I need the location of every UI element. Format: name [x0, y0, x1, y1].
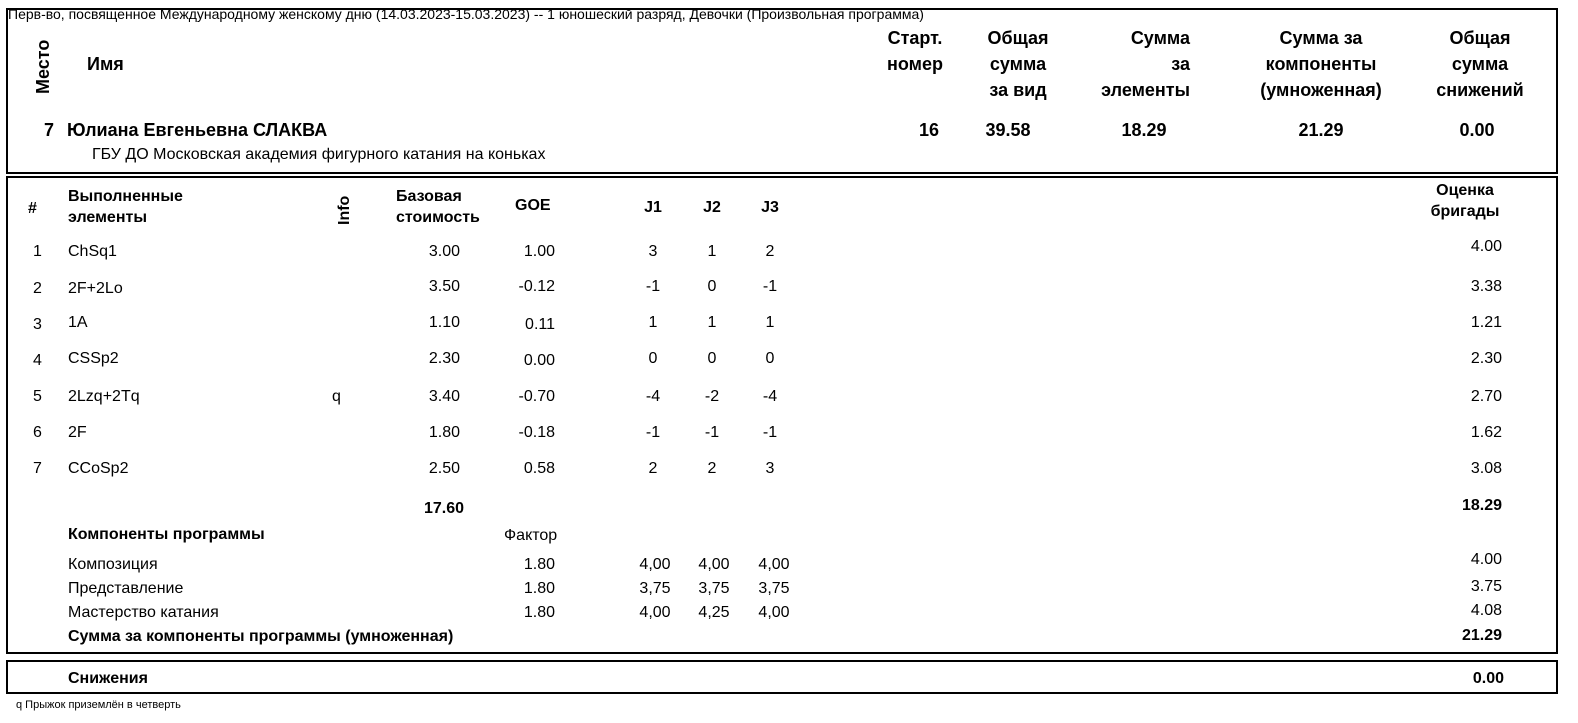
j1-value: 1	[648, 314, 658, 331]
elements-score-value: 18.29	[1121, 120, 1167, 140]
panel-score-header: Оценка бригады	[1430, 182, 1500, 220]
component-name: Композиция	[68, 556, 158, 573]
j2-value: -1	[704, 424, 720, 441]
j1-value: -4	[645, 388, 661, 405]
component-factor: 1.80	[523, 556, 555, 573]
j2-value: 4,00	[698, 556, 730, 573]
j2-value: 2	[707, 460, 717, 477]
info-header: Info	[336, 195, 353, 225]
j3-value: 0	[765, 350, 775, 367]
row-num: 4	[33, 352, 42, 369]
component-factor: 1.80	[523, 580, 555, 597]
j1-value: 3,75	[639, 580, 671, 597]
j1-value: 0	[648, 350, 658, 367]
row-num: 2	[33, 280, 42, 297]
j2-value: 4,25	[698, 604, 730, 621]
start-number-value: 16	[918, 120, 940, 140]
j2-value: -2	[704, 388, 720, 405]
components-score-value: 21.29	[1298, 120, 1344, 140]
club-name: ГБУ ДО Московская академия фигурного катания на коньках	[92, 146, 546, 163]
element-code: CCoSp2	[68, 460, 129, 477]
j1-header: J1	[644, 199, 662, 216]
j3-value: -1	[762, 424, 778, 441]
start-number-header: Старт. номер	[887, 28, 943, 74]
base-value-total: 17.60	[423, 500, 464, 517]
panel-score: 4.00	[1470, 238, 1502, 255]
base-value: 1.10	[428, 314, 460, 331]
j3-value: -4	[762, 388, 778, 405]
component-factor: 1.80	[523, 604, 555, 621]
panel-score: 2.30	[1470, 350, 1502, 367]
j1-value: -1	[645, 424, 661, 441]
footnote: q Прыжок приземлён в четверть	[16, 699, 181, 711]
panel-score: 3.08	[1470, 460, 1502, 477]
row-num: 6	[33, 424, 42, 441]
elements-score-header: Сумма за элементы	[1101, 28, 1190, 100]
row-num: 3	[33, 316, 42, 333]
deductions-header: Общая сумма снижений	[1436, 28, 1524, 100]
component-score: 4.08	[1470, 602, 1502, 619]
j3-value: -1	[762, 278, 778, 295]
j1-value: 3	[648, 243, 658, 260]
component-score: 3.75	[1470, 578, 1502, 595]
j1-value: -1	[645, 278, 661, 295]
j3-header: J3	[761, 199, 779, 216]
place-value: 7	[44, 120, 55, 140]
goe-value: -0.18	[518, 424, 555, 441]
base-value: 3.50	[428, 278, 460, 295]
element-info: q	[332, 388, 341, 405]
j2-value: 3,75	[698, 580, 730, 597]
j3-value: 1	[765, 314, 775, 331]
component-name: Представление	[68, 580, 184, 597]
element-code: 2Lzq+2Tq	[68, 388, 140, 405]
goe-value: 0.58	[523, 460, 555, 477]
components-score-header: Сумма за компоненты (умноженная)	[1260, 28, 1382, 100]
element-code: 2F+2Lo	[68, 280, 123, 297]
base-value: 3.00	[428, 243, 460, 260]
element-code: ChSq1	[68, 243, 117, 260]
j3-value: 2	[765, 243, 775, 260]
base-value: 2.30	[428, 350, 460, 367]
goe-value: -0.12	[518, 278, 555, 295]
element-code: CSSp2	[68, 350, 119, 367]
j3-value: 4,00	[758, 556, 790, 573]
j3-value: 3,75	[758, 580, 790, 597]
goe-value: 1.00	[523, 243, 555, 260]
panel-score: 2.70	[1470, 388, 1502, 405]
panel-score-total: 18.29	[1461, 497, 1502, 514]
j2-value: 0	[707, 278, 717, 295]
elements-header: Выполненные элементы	[68, 188, 183, 226]
j2-value: 0	[707, 350, 717, 367]
place-header: Место	[33, 39, 53, 94]
row-num: 5	[33, 388, 42, 405]
name-header: Имя	[87, 54, 124, 74]
j2-value: 1	[707, 243, 717, 260]
row-num: 7	[33, 460, 42, 477]
goe-header: GOE	[515, 197, 551, 214]
goe-value: 0.11	[525, 316, 555, 333]
panel-score: 1.21	[1470, 314, 1502, 331]
total-score-value: 39.58	[985, 120, 1031, 140]
panel-score: 3.38	[1470, 278, 1502, 295]
components-label: Компоненты программы	[68, 526, 265, 543]
component-score: 4.00	[1470, 551, 1502, 568]
factor-label: Фактор	[504, 527, 558, 544]
goe-value: 0.00	[523, 352, 555, 369]
j2-header: J2	[703, 199, 721, 216]
j1-value: 4,00	[639, 556, 671, 573]
deductions-total: 0.00	[1472, 670, 1504, 687]
j1-value: 2	[648, 460, 658, 477]
j1-value: 4,00	[639, 604, 671, 621]
goe-value: -0.70	[518, 388, 555, 405]
deductions-label: Снижения	[68, 670, 148, 687]
component-name: Мастерство катания	[68, 604, 219, 621]
base-value: 2.50	[428, 460, 460, 477]
components-total-label: Сумма за компоненты программы (умноженная)	[68, 628, 454, 645]
panel-score: 1.62	[1470, 424, 1502, 441]
num-header: #	[28, 200, 37, 217]
j3-value: 4,00	[758, 604, 790, 621]
j3-value: 3	[765, 460, 775, 477]
base-value-header: Базовая стоимость	[396, 188, 480, 226]
deductions-value: 0.00	[1459, 120, 1495, 140]
row-num: 1	[33, 243, 42, 260]
element-code: 2F	[68, 424, 87, 441]
j2-value: 1	[707, 314, 717, 331]
base-value: 1.80	[428, 424, 460, 441]
components-total-value: 21.29	[1461, 627, 1502, 644]
page-title: Перв-во, посвященное Международному женскому дню (14.03.2023-15.03.2023) -- 1 юношеский разряд, Девочки (Произвольная программа)	[8, 6, 924, 22]
deductions-box	[6, 660, 1558, 694]
element-code: 1A	[68, 314, 88, 331]
base-value: 3.40	[428, 388, 460, 405]
skater-name: Юлиана Евгеньевна СЛАКВА	[67, 120, 328, 140]
total-score-header: Общая сумма за вид	[987, 28, 1049, 100]
